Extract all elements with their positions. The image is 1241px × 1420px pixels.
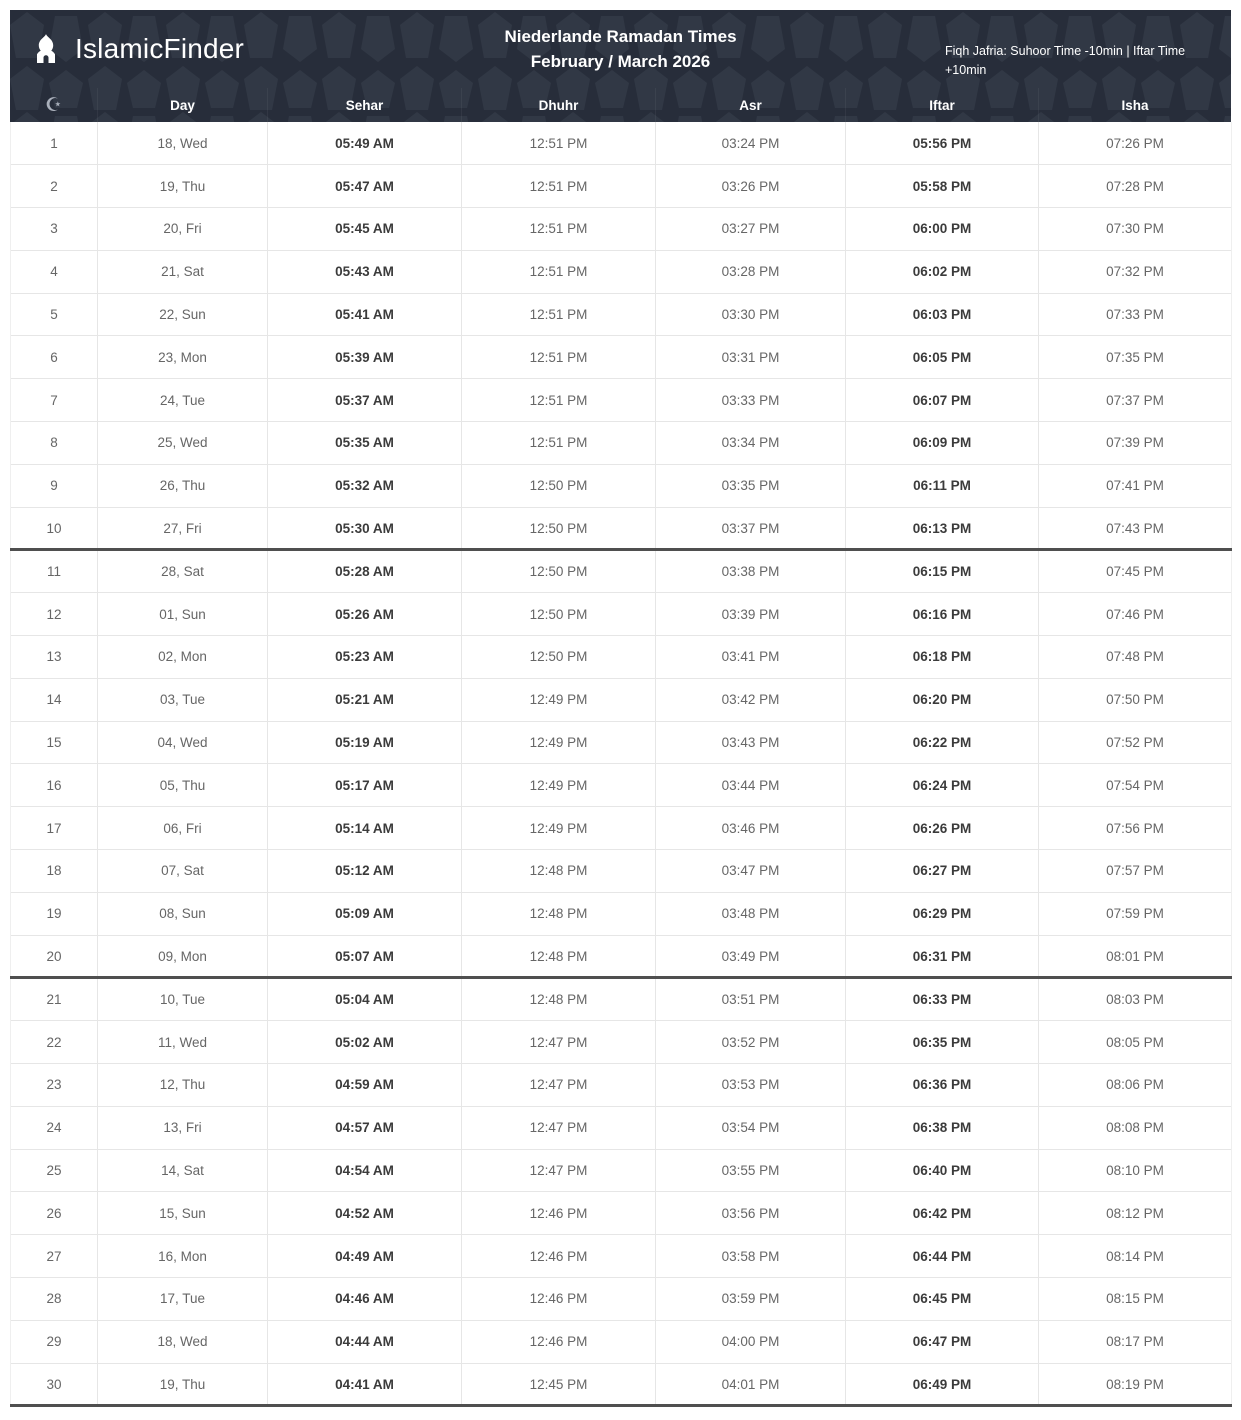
sehar-cell: 05:47 AM [268, 165, 462, 208]
table-row [11, 379, 1232, 422]
sehar-cell: 05:49 AM [268, 122, 462, 165]
table-row [11, 892, 1232, 935]
isha-cell: 07:39 PM [1039, 422, 1232, 465]
asr-cell: 03:39 PM [656, 593, 846, 636]
sehar-cell: 05:35 AM [268, 422, 462, 465]
table-body [11, 122, 1232, 1406]
isha-cell: 08:10 PM [1039, 1149, 1232, 1192]
asr-cell: 03:41 PM [656, 636, 846, 679]
dhuhr-cell: 12:51 PM [462, 208, 656, 251]
serial-cell: 5 [11, 293, 98, 336]
day-cell: 05, Thu [98, 764, 268, 807]
asr-cell: 03:31 PM [656, 336, 846, 379]
dhuhr-cell: 12:51 PM [462, 379, 656, 422]
day-cell: 14, Sat [98, 1149, 268, 1192]
isha-cell: 08:08 PM [1039, 1106, 1232, 1149]
asr-cell: 03:48 PM [656, 892, 846, 935]
dhuhr-cell: 12:51 PM [462, 422, 656, 465]
asr-cell: 03:42 PM [656, 678, 846, 721]
sehar-cell: 04:59 AM [268, 1064, 462, 1107]
ramadan-times-table [10, 122, 1232, 1407]
header-top-band [10, 10, 1231, 88]
sehar-cell: 04:49 AM [268, 1235, 462, 1278]
iftar-cell: 06:09 PM [846, 422, 1039, 465]
iftar-cell: 05:56 PM [846, 122, 1039, 165]
isha-cell: 07:32 PM [1039, 250, 1232, 293]
isha-cell: 07:26 PM [1039, 122, 1232, 165]
day-cell: 07, Sat [98, 850, 268, 893]
fiqh-note: Fiqh Jafria: Suhoor Time -10min | Iftar Time +10min [945, 44, 1186, 77]
table-row [11, 678, 1232, 721]
dhuhr-cell: 12:49 PM [462, 721, 656, 764]
table-row [11, 1363, 1232, 1406]
day-cell: 11, Wed [98, 1021, 268, 1064]
serial-cell: 6 [11, 336, 98, 379]
dhuhr-cell: 12:51 PM [462, 250, 656, 293]
table-row [11, 1320, 1232, 1363]
iftar-cell: 06:05 PM [846, 336, 1039, 379]
table-row [11, 122, 1232, 165]
column-header-iftar: Iftar [845, 88, 1038, 122]
day-cell: 25, Wed [98, 422, 268, 465]
iftar-cell: 06:49 PM [846, 1363, 1039, 1406]
sehar-cell: 05:12 AM [268, 850, 462, 893]
iftar-cell: 06:11 PM [846, 464, 1039, 507]
isha-cell: 07:35 PM [1039, 336, 1232, 379]
iftar-cell: 06:26 PM [846, 807, 1039, 850]
isha-cell: 07:30 PM [1039, 208, 1232, 251]
asr-cell: 03:47 PM [656, 850, 846, 893]
isha-cell: 07:48 PM [1039, 636, 1232, 679]
day-cell: 12, Thu [98, 1064, 268, 1107]
asr-cell: 03:26 PM [656, 165, 846, 208]
serial-cell: 23 [11, 1064, 98, 1107]
table-row [11, 550, 1232, 593]
asr-cell: 03:28 PM [656, 250, 846, 293]
dhuhr-cell: 12:49 PM [462, 678, 656, 721]
serial-cell: 12 [11, 593, 98, 636]
title-line1: Niederlande Ramadan Times [504, 27, 737, 46]
serial-cell: 3 [11, 208, 98, 251]
isha-cell: 08:01 PM [1039, 935, 1232, 978]
asr-cell: 04:00 PM [656, 1320, 846, 1363]
isha-cell: 07:59 PM [1039, 892, 1232, 935]
isha-cell: 07:46 PM [1039, 593, 1232, 636]
asr-cell: 03:43 PM [656, 721, 846, 764]
table-row [11, 293, 1232, 336]
sehar-cell: 05:21 AM [268, 678, 462, 721]
dhuhr-cell: 12:48 PM [462, 892, 656, 935]
asr-cell: 03:52 PM [656, 1021, 846, 1064]
sehar-cell: 04:41 AM [268, 1363, 462, 1406]
serial-cell: 16 [11, 764, 98, 807]
asr-cell: 03:38 PM [656, 550, 846, 593]
dhuhr-cell: 12:48 PM [462, 978, 656, 1021]
iftar-cell: 06:38 PM [846, 1106, 1039, 1149]
serial-cell: 15 [11, 721, 98, 764]
table-row [11, 336, 1232, 379]
table-row [11, 636, 1232, 679]
day-cell: 04, Wed [98, 721, 268, 764]
asr-cell: 03:27 PM [656, 208, 846, 251]
asr-cell: 03:30 PM [656, 293, 846, 336]
isha-cell: 07:50 PM [1039, 678, 1232, 721]
iftar-cell: 06:03 PM [846, 293, 1039, 336]
dhuhr-cell: 12:51 PM [462, 122, 656, 165]
sehar-cell: 05:09 AM [268, 892, 462, 935]
day-cell: 09, Mon [98, 935, 268, 978]
day-cell: 22, Sun [98, 293, 268, 336]
sehar-cell: 04:54 AM [268, 1149, 462, 1192]
iftar-cell: 06:15 PM [846, 550, 1039, 593]
table-row [11, 250, 1232, 293]
iftar-cell: 06:35 PM [846, 1021, 1039, 1064]
table-row [11, 165, 1232, 208]
iftar-cell: 05:58 PM [846, 165, 1039, 208]
asr-cell: 03:33 PM [656, 379, 846, 422]
asr-cell: 03:44 PM [656, 764, 846, 807]
day-cell: 26, Thu [98, 464, 268, 507]
serial-cell: 17 [11, 807, 98, 850]
asr-cell: 03:49 PM [656, 935, 846, 978]
serial-cell: 9 [11, 464, 98, 507]
dhuhr-cell: 12:50 PM [462, 464, 656, 507]
asr-cell: 04:01 PM [656, 1363, 846, 1406]
sehar-cell: 04:44 AM [268, 1320, 462, 1363]
sehar-cell: 05:04 AM [268, 978, 462, 1021]
brand-name: IslamicFinder [75, 33, 245, 64]
serial-cell: 24 [11, 1106, 98, 1149]
dhuhr-cell: 12:50 PM [462, 593, 656, 636]
dhuhr-cell: 12:47 PM [462, 1064, 656, 1107]
asr-cell: 03:51 PM [656, 978, 846, 1021]
day-cell: 27, Fri [98, 507, 268, 550]
dhuhr-cell: 12:47 PM [462, 1149, 656, 1192]
sehar-cell: 05:19 AM [268, 721, 462, 764]
dhuhr-cell: 12:50 PM [462, 550, 656, 593]
table-row [11, 807, 1232, 850]
iftar-cell: 06:33 PM [846, 978, 1039, 1021]
page-title [504, 24, 736, 74]
serial-cell: 10 [11, 507, 98, 550]
day-cell: 20, Fri [98, 208, 268, 251]
day-cell: 02, Mon [98, 636, 268, 679]
table-row [11, 721, 1232, 764]
serial-cell: 18 [11, 850, 98, 893]
day-cell: 23, Mon [98, 336, 268, 379]
asr-cell: 03:35 PM [656, 464, 846, 507]
table-row [11, 1235, 1232, 1278]
serial-cell: 14 [11, 678, 98, 721]
day-cell: 06, Fri [98, 807, 268, 850]
crescent-moon-icon: ☪ [44, 94, 63, 116]
day-cell: 28, Sat [98, 550, 268, 593]
asr-cell: 03:59 PM [656, 1278, 846, 1321]
dhuhr-cell: 12:48 PM [462, 850, 656, 893]
day-cell: 10, Tue [98, 978, 268, 1021]
table-row [11, 1278, 1232, 1321]
iftar-cell: 06:47 PM [846, 1320, 1039, 1363]
isha-cell: 07:43 PM [1039, 507, 1232, 550]
serial-cell: 4 [11, 250, 98, 293]
sehar-cell: 04:52 AM [268, 1192, 462, 1235]
asr-cell: 03:46 PM [656, 807, 846, 850]
asr-cell: 03:24 PM [656, 122, 846, 165]
sehar-cell: 05:39 AM [268, 336, 462, 379]
serial-cell: 22 [11, 1021, 98, 1064]
sehar-cell: 05:17 AM [268, 764, 462, 807]
table-column-header [10, 88, 1231, 122]
day-cell: 24, Tue [98, 379, 268, 422]
iftar-cell: 06:44 PM [846, 1235, 1039, 1278]
sehar-cell: 05:32 AM [268, 464, 462, 507]
table-row [11, 464, 1232, 507]
table-row [11, 1064, 1232, 1107]
isha-cell: 07:37 PM [1039, 379, 1232, 422]
day-cell: 08, Sun [98, 892, 268, 935]
iftar-cell: 06:00 PM [846, 208, 1039, 251]
sehar-cell: 05:37 AM [268, 379, 462, 422]
isha-cell: 08:15 PM [1039, 1278, 1232, 1321]
iftar-cell: 06:24 PM [846, 764, 1039, 807]
day-cell: 19, Thu [98, 1363, 268, 1406]
table-row [11, 764, 1232, 807]
table-row [11, 978, 1232, 1021]
isha-cell: 07:57 PM [1039, 850, 1232, 893]
day-cell: 19, Thu [98, 165, 268, 208]
serial-cell: 8 [11, 422, 98, 465]
iftar-cell: 06:16 PM [846, 593, 1039, 636]
dhuhr-cell: 12:51 PM [462, 336, 656, 379]
serial-cell: 30 [11, 1363, 98, 1406]
column-header-sehar: Sehar [267, 88, 461, 122]
column-header-dhuhr: Dhuhr [461, 88, 655, 122]
isha-cell: 07:28 PM [1039, 165, 1232, 208]
serial-cell: 13 [11, 636, 98, 679]
serial-cell: 29 [11, 1320, 98, 1363]
column-header-asr: Asr [655, 88, 845, 122]
serial-cell: 26 [11, 1192, 98, 1235]
iftar-cell: 06:07 PM [846, 379, 1039, 422]
day-cell: 15, Sun [98, 1192, 268, 1235]
sehar-cell: 05:07 AM [268, 935, 462, 978]
dhuhr-cell: 12:51 PM [462, 293, 656, 336]
day-cell: 17, Tue [98, 1278, 268, 1321]
serial-cell: 25 [11, 1149, 98, 1192]
isha-cell: 08:05 PM [1039, 1021, 1232, 1064]
serial-cell: 11 [11, 550, 98, 593]
isha-cell: 07:56 PM [1039, 807, 1232, 850]
column-header-serial [10, 88, 97, 122]
isha-cell: 08:19 PM [1039, 1363, 1232, 1406]
sehar-cell: 05:45 AM [268, 208, 462, 251]
table-row [11, 208, 1232, 251]
serial-cell: 27 [11, 1235, 98, 1278]
iftar-cell: 06:13 PM [846, 507, 1039, 550]
serial-cell: 19 [11, 892, 98, 935]
dhuhr-cell: 12:48 PM [462, 935, 656, 978]
iftar-cell: 06:18 PM [846, 636, 1039, 679]
asr-cell: 03:56 PM [656, 1192, 846, 1235]
sehar-cell: 05:26 AM [268, 593, 462, 636]
sehar-cell: 04:46 AM [268, 1278, 462, 1321]
serial-cell: 7 [11, 379, 98, 422]
day-cell: 18, Wed [98, 1320, 268, 1363]
table-row [11, 422, 1232, 465]
sehar-cell: 05:02 AM [268, 1021, 462, 1064]
asr-cell: 03:34 PM [656, 422, 846, 465]
asr-cell: 03:54 PM [656, 1106, 846, 1149]
isha-cell: 08:17 PM [1039, 1320, 1232, 1363]
isha-cell: 08:03 PM [1039, 978, 1232, 1021]
serial-cell: 20 [11, 935, 98, 978]
day-cell: 01, Sun [98, 593, 268, 636]
column-header-day: Day [97, 88, 267, 122]
sehar-cell: 05:28 AM [268, 550, 462, 593]
dhuhr-cell: 12:47 PM [462, 1021, 656, 1064]
serial-cell: 2 [11, 165, 98, 208]
dhuhr-cell: 12:46 PM [462, 1320, 656, 1363]
table-row [11, 850, 1232, 893]
iftar-cell: 06:45 PM [846, 1278, 1039, 1321]
table-row [11, 507, 1232, 550]
table-row [11, 1106, 1232, 1149]
dhuhr-cell: 12:46 PM [462, 1235, 656, 1278]
iftar-cell: 06:27 PM [846, 850, 1039, 893]
dhuhr-cell: 12:51 PM [462, 165, 656, 208]
day-cell: 21, Sat [98, 250, 268, 293]
sehar-cell: 05:30 AM [268, 507, 462, 550]
asr-cell: 03:37 PM [656, 507, 846, 550]
dhuhr-cell: 12:46 PM [462, 1278, 656, 1321]
asr-cell: 03:53 PM [656, 1064, 846, 1107]
title-line2: February / March 2026 [530, 52, 711, 71]
day-cell: 03, Tue [98, 678, 268, 721]
sehar-cell: 05:23 AM [268, 636, 462, 679]
iftar-cell: 06:36 PM [846, 1064, 1039, 1107]
isha-cell: 08:14 PM [1039, 1235, 1232, 1278]
iftar-cell: 06:02 PM [846, 250, 1039, 293]
iftar-cell: 06:31 PM [846, 935, 1039, 978]
table-row [11, 1192, 1232, 1235]
serial-cell: 28 [11, 1278, 98, 1321]
table-row [11, 1021, 1232, 1064]
dhuhr-cell: 12:45 PM [462, 1363, 656, 1406]
table-row [11, 935, 1232, 978]
serial-cell: 1 [11, 122, 98, 165]
iftar-cell: 06:20 PM [846, 678, 1039, 721]
dhuhr-cell: 12:50 PM [462, 636, 656, 679]
day-cell: 13, Fri [98, 1106, 268, 1149]
column-header-isha: Isha [1038, 88, 1231, 122]
isha-cell: 07:45 PM [1039, 550, 1232, 593]
day-cell: 16, Mon [98, 1235, 268, 1278]
iftar-cell: 06:40 PM [846, 1149, 1039, 1192]
dhuhr-cell: 12:49 PM [462, 807, 656, 850]
brand-logo[interactable] [28, 31, 244, 67]
mosque-icon [28, 31, 64, 67]
ramadan-times-page [10, 10, 1231, 1407]
sehar-cell: 05:14 AM [268, 807, 462, 850]
table-row [11, 1149, 1232, 1192]
table-row [11, 593, 1232, 636]
day-cell: 18, Wed [98, 122, 268, 165]
sehar-cell: 05:43 AM [268, 250, 462, 293]
isha-cell: 07:52 PM [1039, 721, 1232, 764]
iftar-cell: 06:22 PM [846, 721, 1039, 764]
isha-cell: 07:41 PM [1039, 464, 1232, 507]
asr-cell: 03:55 PM [656, 1149, 846, 1192]
dhuhr-cell: 12:49 PM [462, 764, 656, 807]
page-header [10, 10, 1231, 122]
isha-cell: 07:54 PM [1039, 764, 1232, 807]
sehar-cell: 04:57 AM [268, 1106, 462, 1149]
iftar-cell: 06:42 PM [846, 1192, 1039, 1235]
iftar-cell: 06:29 PM [846, 892, 1039, 935]
serial-cell: 21 [11, 978, 98, 1021]
dhuhr-cell: 12:46 PM [462, 1192, 656, 1235]
isha-cell: 08:12 PM [1039, 1192, 1232, 1235]
dhuhr-cell: 12:50 PM [462, 507, 656, 550]
asr-cell: 03:58 PM [656, 1235, 846, 1278]
dhuhr-cell: 12:47 PM [462, 1106, 656, 1149]
isha-cell: 07:33 PM [1039, 293, 1232, 336]
isha-cell: 08:06 PM [1039, 1064, 1232, 1107]
sehar-cell: 05:41 AM [268, 293, 462, 336]
